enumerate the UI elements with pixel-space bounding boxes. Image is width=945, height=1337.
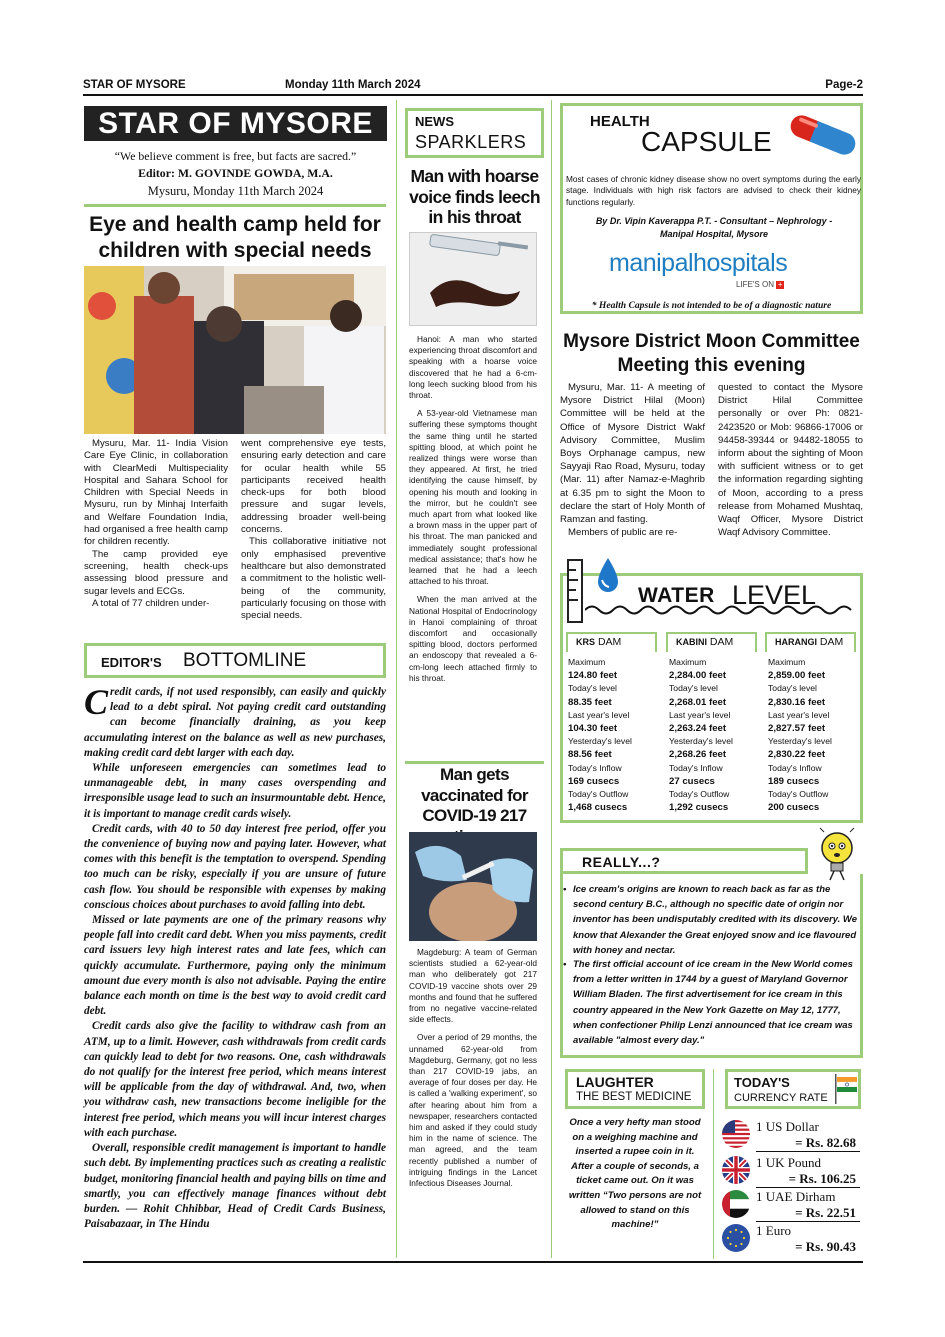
paragraph: Mysuru, Mar. 11- India Vision Care Eye Clinic, in collaboration with ClearMedi Multispeciality Hospital and Sahara School for Children with Special Needs in Mysuru, run by Minhaj Interfaith and Welfare Foundation India, had organised a free health camp for children recently. xyxy=(84,438,228,548)
health-label-top: HEALTH xyxy=(590,113,650,130)
column-divider xyxy=(713,1069,714,1259)
water-label-bold: WATER xyxy=(638,584,715,607)
eye-camp-column-1 xyxy=(84,438,228,610)
dam-name-bold: KRS xyxy=(576,637,596,647)
dam-row-label: Today's Outflow xyxy=(568,789,629,800)
column-divider xyxy=(551,100,552,1258)
manipal-logo-tagline: LIFE'S ON xyxy=(736,280,774,289)
moon-committee-headline: Mysore District Moon Committee Meeting this evening xyxy=(563,331,860,376)
dam-row-label: Today's Outflow xyxy=(669,789,730,800)
really-item xyxy=(563,957,860,1048)
divider xyxy=(84,204,386,207)
dam-row-label: Yesterday's level xyxy=(669,736,733,747)
paragraph: While unforeseen emergencies can sometimes lead to unmanageable debt, in many cases overspending and irresponsible usage lead to such an insurmountable debt. Hence, it is important to manage credit cards wisely. xyxy=(84,762,386,820)
dam-row-value: 200 cusecs xyxy=(768,802,820,814)
health-capsule-text: Most cases of chronic kidney disease show no overt symptoms during the early stage. Individuals with high risk factors are advised to check their kidney functions regularly. xyxy=(566,174,861,207)
masthead-dateline: Mysuru, Monday 11th March 2024 xyxy=(147,184,324,198)
leech-photo xyxy=(409,232,537,326)
dam-tab-kabini xyxy=(666,632,757,652)
page-header xyxy=(83,78,863,96)
dam-row-value: 2,268.01 feet xyxy=(669,696,727,708)
dam-row-label: Last year's level xyxy=(568,709,630,720)
dam-name-light: DAM xyxy=(819,636,844,648)
water-label-light: LEVEL xyxy=(732,580,817,610)
news-sparklers-label-box xyxy=(405,108,544,158)
dam-tab-harangi xyxy=(765,632,856,652)
bottomline-label-bold: EDITOR'S xyxy=(101,655,162,670)
dam-name-bold: KABINI xyxy=(676,637,707,647)
us-flag-icon xyxy=(722,1120,750,1148)
bullet-icon: • xyxy=(563,884,567,895)
currency-rate: = Rs. 90.43 xyxy=(795,1239,856,1254)
dam-row-label: Today's level xyxy=(768,683,817,694)
dam-row-value: 2,830.16 feet xyxy=(768,696,826,708)
eye-camp-headline: Eye and health camp held for children with special needs xyxy=(89,213,381,262)
leech-story-body xyxy=(409,334,537,684)
paragraph: Missed or late payments are one of the primary reasons why people fall into credit card debt. When you miss payments, credit card issuers levy high interest rates and late fees, which can quickly accumulate. Furthermore, paying only the minimum amount due every month is also not advisable. Paying the entire balance each month on time is the best way to avoid credit card debt. xyxy=(84,914,386,1018)
border xyxy=(560,874,563,1058)
dam-row-value: 169 cusecs xyxy=(568,775,620,787)
leech-headline: Man with hoarse voice finds leech in his throat xyxy=(409,166,540,227)
dam-row-label: Today's Inflow xyxy=(568,762,622,773)
masthead-title: STAR OF MYSORE xyxy=(84,106,387,141)
laughter-label-box xyxy=(565,1069,705,1109)
paragraph: Magdeburg: A team of German scientists studied a 62-year-old man who deliberately got 217 COVID-19 vaccine shots over 29 months and found that he suffered from no negative vaccine-related side effects. xyxy=(409,947,537,1025)
moon-column-2 xyxy=(718,381,863,539)
news-label-top: NEWS xyxy=(415,114,454,129)
dam-row-label: Today's Inflow xyxy=(669,762,723,773)
news-label-bottom: SPARKLERS xyxy=(415,132,527,152)
paragraph: Credit cards, with 40 to 50 day interest free period, offer you the convenience of buying now and paying later. However, what comes with this benefit is the temptation to overspend. Spending too much can be risky, especially if you are unsure of future cash flow. You should be responsible with expenses by making conscious choices about purchases to avoid falling into debt. xyxy=(84,822,386,911)
masthead-motto: “We believe comment is free, but facts are sacred.” xyxy=(114,149,357,163)
masthead-editor: Editor: M. GOVINDE GOWDA, M.A. xyxy=(138,166,333,180)
dam-row-value: 104.30 feet xyxy=(568,723,618,735)
bottomline-body xyxy=(84,682,386,1232)
page-bottom-rule xyxy=(83,1261,863,1263)
really-item-text: Ice cream's origins are known to reach back as far as the second century B.C., although no specific date of origin nor inventor has been undisputably credited with its discovery. We know that Alexander the Great enjoyed snow and ice flavoured with honey and nectar. xyxy=(573,884,858,956)
column-divider xyxy=(396,100,397,1258)
currency-rate: = Rs. 82.68 xyxy=(795,1135,856,1150)
uk-flag-icon xyxy=(722,1156,750,1184)
currency-name: 1 US Dollar xyxy=(756,1119,819,1134)
dam-row-value: 88.56 feet xyxy=(568,749,612,761)
dam-row-label: Last year's level xyxy=(669,709,731,720)
header-page-number: Page-2 xyxy=(825,79,863,91)
leech-photo-illustration xyxy=(410,233,537,326)
paragraph: Hanoi: A man who started experiencing throat discomfort and speaking with a hoarse voice discovered that he had a 6-cm-long leech sucking blood from his throat. xyxy=(409,334,537,401)
dam-row-value: 27 cusecs xyxy=(669,775,715,787)
laughter-joke: Once a very hefty man stood on a weighing machine and inserted a rupee coin in it. After a couple of seconds, a ticket came out. On it was written “Two persons are not allowed to stand on this machine!” xyxy=(568,1117,702,1231)
health-capsule-byline: By Dr. Vipin Kaverappa P.T. - Consultant – Nephrology - Manipal Hospital, Mysore xyxy=(595,216,833,239)
currency-name: 1 Euro xyxy=(756,1223,792,1238)
dam-row-label: Yesterday's level xyxy=(568,736,632,747)
dam-row-value: 2,263.24 feet xyxy=(669,723,727,735)
currency-rate: = Rs. 22.51 xyxy=(795,1205,856,1220)
header-paper-name: STAR OF MYSORE xyxy=(83,79,186,91)
header-date: Monday 11th March 2024 xyxy=(285,79,421,91)
dam-row-label: Today's Outflow xyxy=(768,789,829,800)
really-label-box xyxy=(560,848,808,874)
laughter-label-top: LAUGHTER xyxy=(576,1074,654,1090)
currency-row xyxy=(720,1222,860,1256)
dam-row-label: Today's level xyxy=(669,683,718,694)
pill-capsule-icon xyxy=(783,110,863,160)
dam-row-label: Maximum xyxy=(568,657,606,667)
divider xyxy=(756,1151,860,1152)
paragraph-text: redit cards, if not used responsibly, can easily and quickly lead to a debt spiral. Not paying credit card outstanding can become financially draining, as you keep accumulating interest on the balance as well as new purchases, making credit card debt larger with each day. xyxy=(84,686,386,759)
dam-row-label: Maximum xyxy=(669,657,707,667)
border xyxy=(560,1055,863,1058)
dam-name-bold: HARANGI xyxy=(775,637,817,647)
dam-column-kabini xyxy=(669,656,764,814)
india-flag-icon xyxy=(834,1074,858,1104)
eye-camp-column-2 xyxy=(241,438,386,622)
dam-row-label: Today's Inflow xyxy=(768,762,822,773)
border xyxy=(860,874,863,1058)
dam-row-value: 2,859.00 feet xyxy=(768,670,826,682)
dam-name-light: DAM xyxy=(709,636,734,648)
paragraph: A 53-year-old Vietnamese man suffering these symptoms thought the same thing until he started spitting blood, at which point he realized things were worse than they appeared. At first, he tried identifying the cause himself, by opening his mouth and looking in the mirror, but he couldn't see much apart from what looked like a brown mass in the upper part of his throat. The man panicked and immediately sought professional medical assistance; that's how he learned that he had a leech attached to his throat. xyxy=(409,408,537,587)
dam-row-label: Today's level xyxy=(568,683,617,694)
paragraph: Members of public are re- xyxy=(568,527,678,539)
dam-row-value: 2,830.22 feet xyxy=(768,749,826,761)
currency-label-box xyxy=(725,1069,861,1109)
vaccine-photo xyxy=(409,832,537,941)
paragraph: This collaborative initiative not only emphasised preventive healthcare but also demonstrated a commitment to the holistic well-being of the community, particularly focusing on those with special needs. xyxy=(241,536,386,622)
paragraph xyxy=(84,682,386,761)
moon-column-1 xyxy=(560,381,705,539)
eye-camp-photo-illustration xyxy=(84,266,386,434)
paragraph: When the man arrived at the National Hospital of Endocrinology in Hanoi complaining of throat discomfort and occasionally spitting blood, doctors performed an endoscopy that revealed a 6-cm-long leech attached firmly to his throat. xyxy=(409,594,537,683)
paragraph: A total of 77 children under- xyxy=(92,597,210,609)
currency-rate: = Rs. 106.25 xyxy=(788,1171,856,1186)
health-label-bottom: CAPSULE xyxy=(641,126,772,157)
dam-row-label: Last year's level xyxy=(768,709,830,720)
really-body xyxy=(560,874,863,1058)
paragraph: Overall, responsible credit management is important to handle such debt. By implementing practices such as creating a realistic budget, monitoring financial health and paying bills on time and smartly, you can effectively manage finances without debt burden. — Rohit Chhibbar, Head of Credit Cards Business, Paisabazaar, in The Hindu xyxy=(84,1142,386,1231)
dam-row-value: 124.80 feet xyxy=(568,670,618,682)
currency-name: 1 UAE Dirham xyxy=(756,1189,836,1204)
dam-row-label: Maximum xyxy=(768,657,806,667)
dam-row-value: 1,292 cusecs xyxy=(669,802,729,814)
really-item-text: The first official account of ice cream in the New World comes from a letter written in 1744 by a guest of Maryland Governor William Bladen. The first advertisement for ice cream in this country appeared in the New York Gazette on May 12, 1777, when confectioner Philip Lenzi announced that ice cream was available "almost every day." xyxy=(573,959,853,1047)
dam-row-value: 2,268.26 feet xyxy=(669,749,727,761)
really-item xyxy=(563,882,860,958)
uae-flag-icon xyxy=(722,1190,750,1218)
paragraph: Over a period of 29 months, the unnamed 62-year-old from Magdeburg, Germany, got no less than 217 COVID-19 jabs, an average of four doses per day. He is called a 'walking experiment', so after hearing about him from a newspaper, researchers contacted him and asked if they could study him in the name of science. The man agreed, and the team recently published a number of intriguing findings in the Lancet Infectious Diseases Journal. xyxy=(409,1032,537,1189)
vaccine-photo-illustration xyxy=(409,832,537,941)
dam-column-harangi xyxy=(768,656,863,814)
dam-row-value: 2,284.00 feet xyxy=(669,670,727,682)
drop-cap: C xyxy=(84,682,109,722)
paragraph: went comprehensive eye tests, ensuring early detection and care for ocular health while 55 participants received health check-ups for both blood pressure and sugar levels, addressing broader well-being concerns. xyxy=(241,438,386,536)
paragraph: Credit cards also give the facility to withdraw cash from an ATM, up to a limit. However, cash withdrawals from credit cards can quickly lead to debt for two reasons. One, cash withdrawals do not qualify for the interest free period, which means interest will be applicable from the day of withdrawal. And, two, when you withdraw cash, new transactions become ineligible for the interest free period, which means you will incur interest charges with each purchase. xyxy=(84,1020,386,1139)
dam-column-krs xyxy=(568,656,663,814)
dam-name-light: DAM xyxy=(597,636,622,648)
manipal-logo-text: manipalhospitals xyxy=(609,249,788,277)
bottomline-label-box xyxy=(84,643,386,678)
currency-label-top: TODAY'S xyxy=(734,1075,790,1090)
currency-row xyxy=(720,1118,860,1152)
currency-label-bottom: CURRENCY RATE xyxy=(734,1092,828,1104)
plus-icon: + xyxy=(777,280,783,289)
dam-row-value: 189 cusecs xyxy=(768,775,820,787)
bullet-icon: • xyxy=(563,959,567,970)
paragraph: Mysuru, Mar. 11- A meeting of Mysore District Hilal (Moon) Committee will be held at the Office of Mysore District Wakf Advisory Committee, Muslim Boys Orphanage campus, new Sayyaji Rao Road, Mysuru, today (Mar. 11) after Namaz-e-Maghrib at 6.35 pm to sight the Moon to declare the start of Holy Month of Ramzan and fasting. xyxy=(560,382,705,526)
manipal-logo-tag xyxy=(736,280,784,289)
health-capsule-box xyxy=(560,103,863,314)
dam-row-value: 88.35 feet xyxy=(568,696,612,708)
currency-name: 1 UK Pound xyxy=(756,1155,822,1170)
vaccine-story-body xyxy=(409,947,537,1189)
paragraph: The camp provided eye screening, health check-ups assessing blood pressure and sugar levels and ECGs. xyxy=(84,548,228,597)
currency-row xyxy=(720,1154,860,1188)
eye-camp-photo xyxy=(84,266,386,434)
currency-row xyxy=(720,1188,860,1222)
eu-flag-icon xyxy=(722,1224,750,1252)
dam-row-label: Yesterday's level xyxy=(768,736,832,747)
vaccine-headline: Man gets vaccinated for COVID-19 217 xyxy=(421,765,528,825)
paragraph: quested to contact the Mysore District Hilal Committee personally or over Ph: 0821-2423520 or Mob: 96866-17006 or 94458-39344 or 94482-18055 to inform about the sighting of Moon with sufficient witness or to get the information regarding sighting of Moon, according to a press release from Mohamed Mushtaq, Waqf Officer, Mysore District Waqf Advisory Committee. xyxy=(718,382,863,539)
bottomline-label-light: BOTTOMLINE xyxy=(183,650,307,671)
really-label: REALLY...? xyxy=(582,854,661,870)
health-capsule-disclaimer: * Health Capsule is not intended to be of a diagnostic nature xyxy=(591,300,832,311)
divider xyxy=(405,761,544,764)
dam-row-value: 2,827.57 feet xyxy=(768,723,826,735)
laughter-label-bottom: THE BEST MEDICINE xyxy=(576,1091,692,1103)
dam-tab-krs xyxy=(566,632,657,652)
dam-row-value: 1,468 cusecs xyxy=(568,802,628,814)
